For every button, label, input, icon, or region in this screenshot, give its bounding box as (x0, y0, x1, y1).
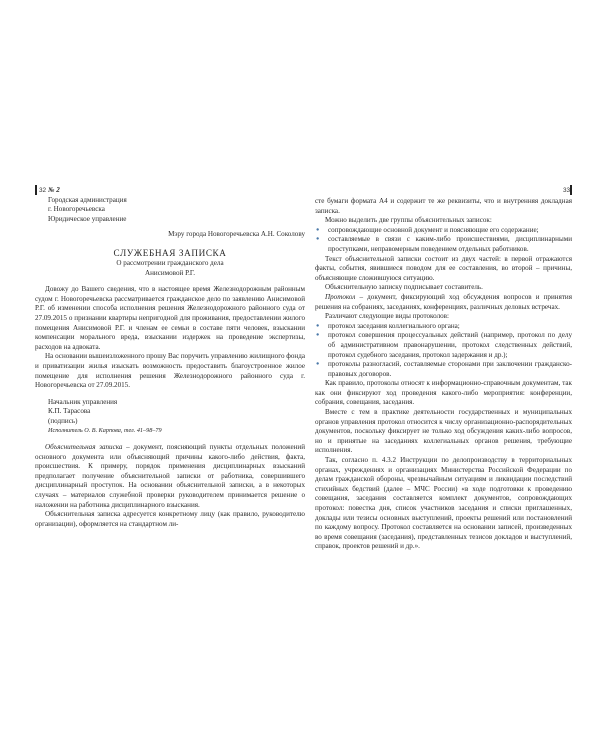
list-item: ● протокол заседания коллегиального органа; (315, 322, 572, 332)
definition-paragraph (35, 443, 305, 510)
body-paragraph: Как правило, протоколы относят к информационно-справочным документам, так как они фиксируют ход проведения какого-либо мероприятия: конференции, собрания, совещания, заседания. (315, 379, 572, 407)
body-paragraph: Текст объяснительной записки состоит из двух частей: в первой отражаются факты, события, явившиеся поводом для ее составления, во второй – причины, объясняющие сложившуюся ситуацию. (315, 254, 572, 282)
list-item: ● протокол совершения процессуальных действий (например, протокол по делу об административном правонарушении, протокол следственных действий, протокол судебного заседания, протокол задержания и др.); (315, 331, 572, 360)
doc-number: № 2 (48, 186, 60, 194)
memo-subtitle: Анисимовой Р.Г. (144, 268, 196, 277)
org-line: Городская администрация (48, 195, 127, 204)
body-paragraph: Вместе с тем в практике деятельности государственных и муниципальных органов управления протокол относится к числу организационно-распорядительных документов, поскольку фиксирует не только ход обсуждения каких-либо вопросов, но и принятые на заседаниях коллегиальных органов решения, требующие исполнения. (315, 408, 572, 455)
bullet-list (315, 226, 572, 255)
term-explanatory-note: Объяснительная записка (45, 443, 123, 452)
definition-text: – документ, поясняющий пункты отдельных положений основного документа или объясняющий причины какого-либо действия, факта, происшествия. К примеру, порядок применения дисциплинарных взысканий предполагает получение объяснительной записки от работника, совершившего дисциплинарный проступок. На основании объяснительной записки, а в некоторых случаях – материалов служебной проверки руководителем принимается решение о наложении на работника дисциплинарного взыскания. (35, 443, 305, 509)
body-paragraph: Объяснительную записку подписывает составитель. (325, 283, 483, 292)
page-number-left: 32 (39, 187, 47, 194)
body-paragraph: Можно выделить две группы объяснительных записок: (325, 216, 492, 225)
memo-title: СЛУЖЕБНАЯ ЗАПИСКА (113, 247, 227, 258)
left-page (35, 186, 305, 529)
signature-note: (подпись) (48, 416, 78, 425)
org-line: Юридическое управление (48, 214, 127, 223)
page-number-right: 33 (563, 187, 571, 194)
signature-name: К.П. Тарасова (48, 407, 91, 416)
memo-paragraph: На основании вышеизложенного прошу Вас поручить управлению жилищного фонда и приватизации жилья изыскать возможность предоставить благоустроенное жилое помещение для исполнения решения Железнодорожного районного суда г. Новогоречьевска от 27.09.2015. (35, 352, 305, 390)
memo-subtitle: О рассмотрении гражданского дела (116, 258, 224, 267)
bullet-list (315, 322, 572, 380)
page-number-marker-right (570, 185, 572, 195)
executor-line: Исполнитель О. В. Карпова, тел. 41–98–79 (48, 427, 162, 435)
list-item: ● составляемые в связи с каким-либо происшествиями, дисциплинарными проступками, неправомерным поведением отдельных работников. (315, 235, 572, 254)
term-protocol: Протокол (325, 292, 356, 301)
signature-position: Начальник управления (48, 397, 118, 406)
body-paragraph: Объяснительная записка адресуется конкретному лицу (как правило, руководителю организации), оформляется на стандартном ли- (35, 510, 305, 528)
list-item: ● протоколы разногласий, составляемые сторонами при заключении гражданско-правовых договоров. (315, 360, 572, 379)
definition-text: – документ, фиксирующий ход обсуждения вопросов и принятия решения на собраниях, заседаниях, конференциях, различных деловых встречах. (315, 292, 572, 311)
addressee: Мэру города Новогоречьевска А.Н. Соколову (168, 230, 305, 239)
body-paragraph: Различают следующие виды протоколов: (325, 312, 449, 321)
body-paragraph: Так, согласно п. 4.3.2 Инструкции по делопроизводству в территориальных органах, учреждениях и организациях Министерства Российской Федерации по делам гражданской обороны, чрезвычайным ситуациям и ликвидации последствий стихийных бедствий (далее – МЧС России) «в ходе подготовки к проведению совещания, заседания составляется комплект документов, сопровождающих протокол: повестка дня, список участников заседания и списки приглашенных, доклады или тезисы основных выступлений, проекты решений или постановлений по каждому вопросу. Протокол составляется на основании записей, произведенных во время совещания (заседания), представленных тезисов докладов и выступлений, справок, проектов решений и др.». (315, 456, 572, 551)
right-page (315, 197, 572, 552)
definition-paragraph (315, 293, 572, 312)
list-item: ● сопровождающие основной документ и поясняющие его содержание; (315, 226, 572, 236)
org-line: г. Новогоречьевска (48, 205, 105, 214)
body-paragraph: сте бумаги формата А4 и содержит те же реквизиты, что и внутренняя докладная записка. (315, 197, 572, 215)
memo-paragraph: Довожу до Вашего сведения, что в настоящее время Железнодорожным районным судом г. Новогоречьевска рассматривается гражданское дело по заявлению Анисимовой Р.Г. об изменении способа исполнения решения Железнодорожного районного суда от 27.09.2015 о признании квартиры непригодной для проживания, предоставлении жилого помещения Анисимовой Р.Г. и членам ее семьи в составе пяти человек, взыскании компенсации морального вреда, взыскании издержек на проведение экспертизы, расходов на адвоката. (35, 285, 305, 351)
